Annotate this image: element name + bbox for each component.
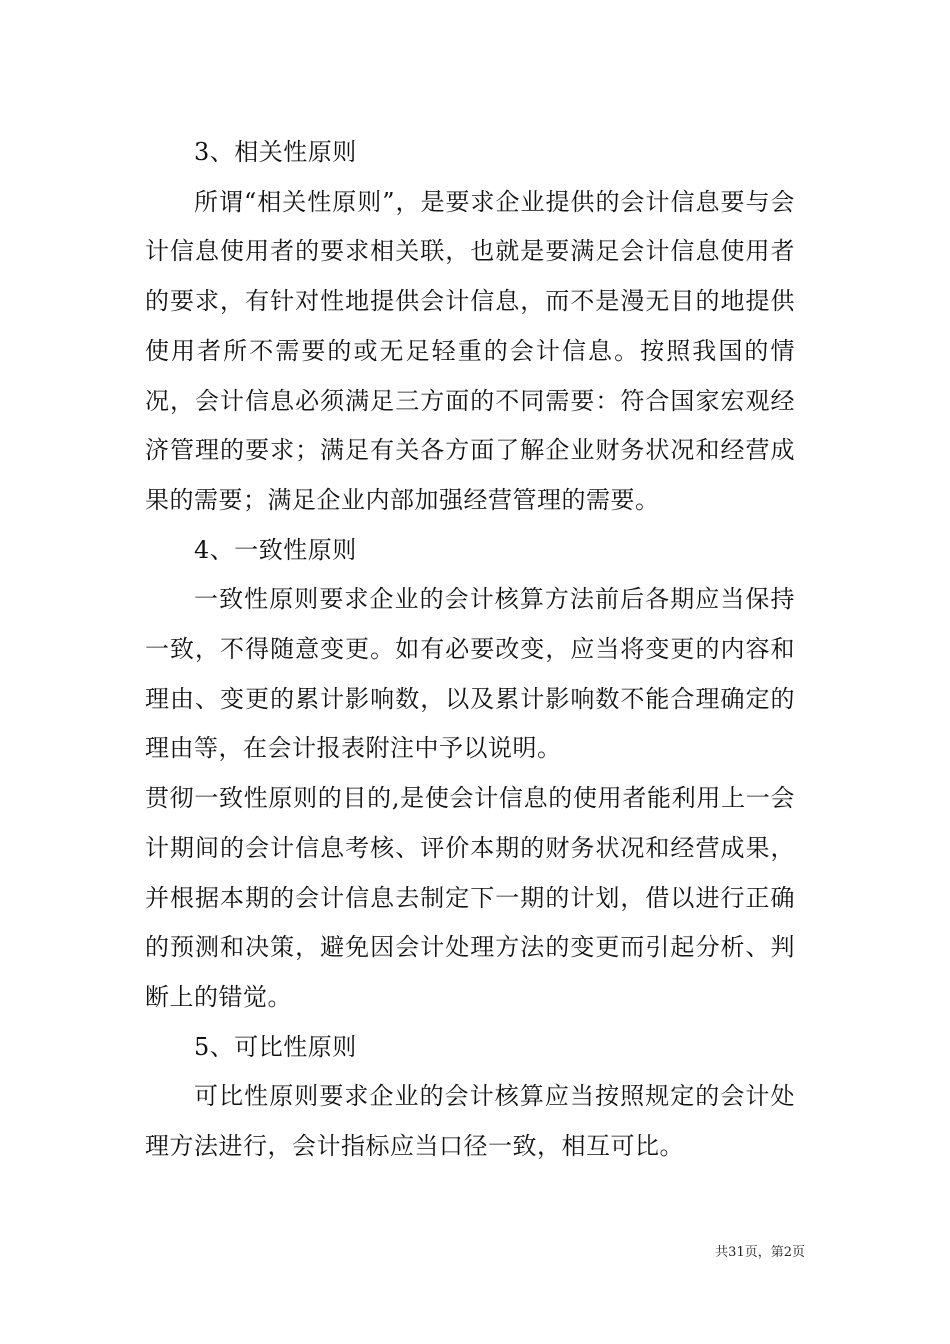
document-body — [145, 128, 795, 1172]
section-heading-comparability: 5、可比性原则 — [194, 1032, 357, 1061]
paragraph-consistency-purpose: 贯彻一致性原则的目的,是使会计信息的使用者能利用上一会计期间的会计信息考核、评价本期的财务状况和经营成果，并根据本期的会计信息去制定下一期的计划，借以进行正确的预测和决策，避免因会计处理方法的变更而引起分析、判断上的错觉。 — [145, 784, 795, 1011]
paragraph-consistency-definition: 一致性原则要求企业的会计核算方法前后各期应当保持一致，不得随意变更。如有必要改变，应当将变更的内容和理由、变更的累计影响数，以及累计影响数不能合理确定的理由等，在会计报表附注中予以说明。 — [145, 585, 795, 763]
section-heading-consistency: 4、一致性原则 — [194, 535, 357, 564]
paragraph-relevance: 所谓“相关性原则”，是要求企业提供的会计信息要与会计信息使用者的要求相关联，也就是要满足会计信息使用者的要求，有针对性地提供会计信息，而不是漫无目的地提供使用者所不需要的或无足轻重的会计信息。按照我国的情况，会计信息必须满足三方面的不同需要：符合国家宏观经济管理的要求；满足有关各方面了解企业财务状况和经营成果的需要；满足企业内部加强经营管理的需要。 — [145, 187, 795, 514]
section-heading-relevance: 3、相关性原则 — [194, 138, 357, 166]
paragraph-comparability: 可比性原则要求企业的会计核算应当按照规定的会计处理方法进行，会计指标应当口径一致，相互可比。 — [145, 1082, 795, 1161]
page-number-footer: 共31页，第2页 — [715, 1245, 805, 1260]
